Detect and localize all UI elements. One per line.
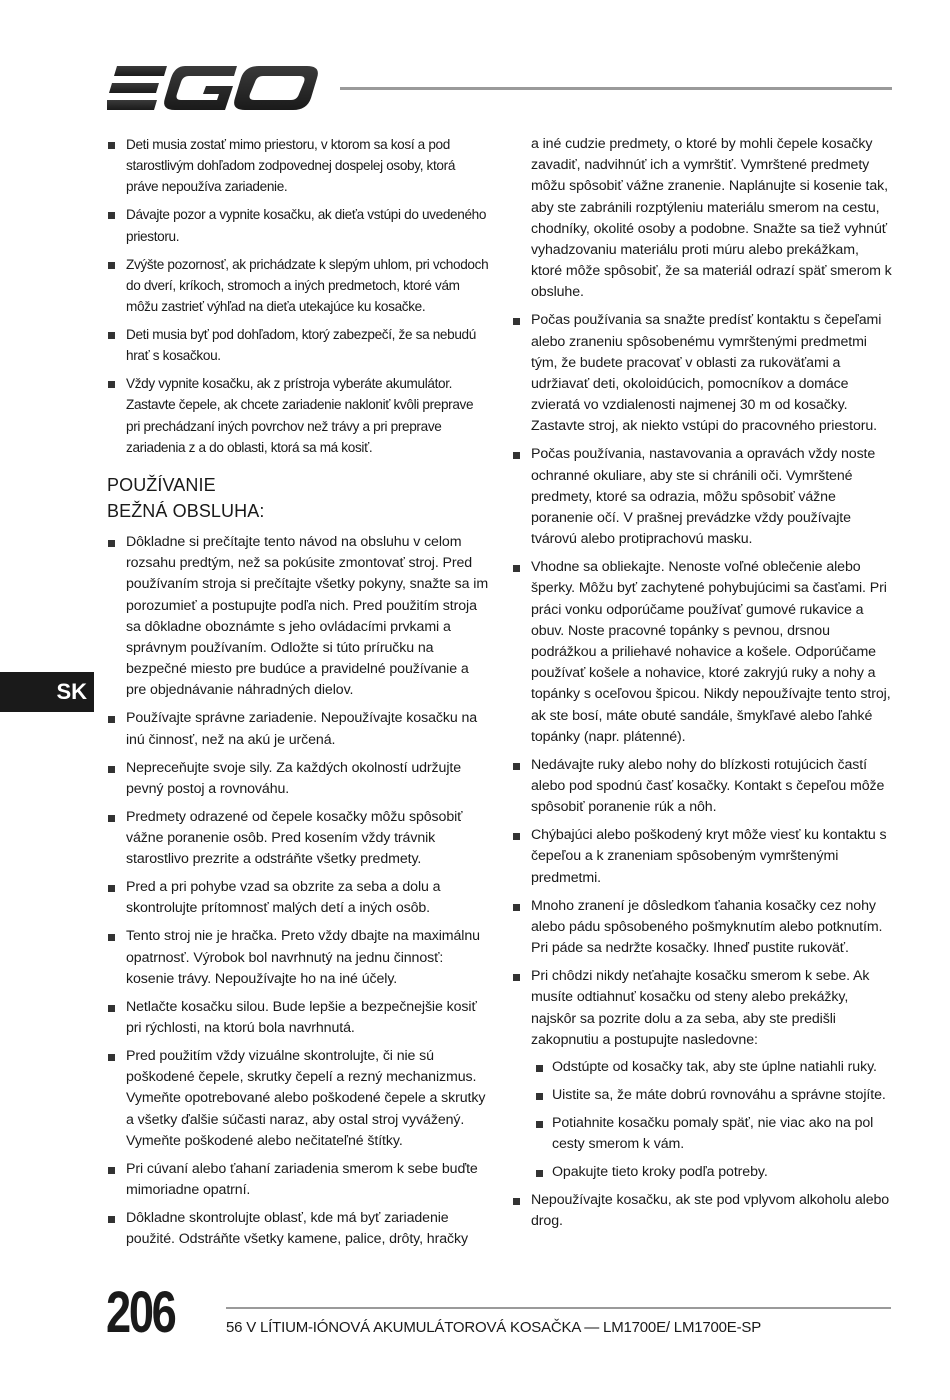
list-item: [512, 966, 892, 1183]
operation-list: [107, 532, 490, 1250]
continued-paragraph: a iné cudzie predmety, o ktoré by mohli čepele kosačky zavadiť, nadvihnúť ich a vymrštiť. Vymrštené predmety môžu spôsobiť vážne zranenie. Naplánujte si kosenie tak, aby ste zabránili rozptýleniu materiálu smerom na cestu, chodníky, okolité osoby a podobne. Snažte sa tiež vyhnúť vyhadzovaniu materiálu proti múru alebo prekážkam, ktoré môže spôsobiť, že sa materiál odrazí späť smerom k obsluhe.: [531, 136, 892, 301]
sub-list-item: Opakujte tieto kroky podľa potreby.: [531, 1162, 892, 1183]
footer-rule: [226, 1307, 891, 1309]
sub-list-item: Potiahnite kosačku pomaly späť, nie viac ako na pol cesty smerom k vám.: [531, 1113, 892, 1155]
list-item: Nepreceňujte svoje sily. Za každých okolností udržujte pevný postoj a rovnováhu.: [107, 758, 490, 800]
list-item: Netlačte kosačku silou. Bude lepšie a bezpečnejšie kosiť pri rýchlosti, na ktorú bola navrhnutá.: [107, 997, 490, 1039]
ego-logo: [107, 64, 319, 112]
list-item: Vždy vypnite kosačku, ak z prístroja vyberáte akumulátor. Zastavte čepele, ak chcete zariadenie nakloniť kvôli preprave pri prechádzaní iných povrchov než trávy a pri preprave zariadenia z a do oblasti, ktorá sa má kosiť.: [107, 373, 490, 458]
list-item: Deti musia byť pod dohľadom, ktorý zabezpečí, že sa nebudú hrať s kosačkou.: [107, 324, 490, 366]
operation-list-continued: [512, 134, 892, 1233]
list-item: Dôkladne skontrolujte oblasť, kde má byť zariadenie použité. Odstráňte všetky kamene, palice, drôty, hračky: [107, 1208, 490, 1250]
sub-list-item: Uistite sa, že máte dobrú rovnováhu a správne stojíte.: [531, 1085, 892, 1106]
right-column: [512, 134, 892, 1239]
list-item: Dávajte pozor a vypnite kosačku, ak dieťa vstúpi do uvedeného priestoru.: [107, 204, 490, 246]
list-item: Predmety odrazené od čepele kosačky môžu spôsobiť vážne poranenie osôb. Pred kosením vždy trávnik starostlivo prezrite a odstráňte všetky predmety.: [107, 807, 490, 871]
child-safety-list: [107, 134, 490, 458]
list-item: Počas používania sa snažte predísť kontaktu s čepeľami alebo zraneniu spôsobenému vymrštenými predmetmi tým, že budete pracovať v oblasti za rukoväťami a udržiavať deti, okoloidúcich, pomocníkov a domáce zvieratá vo vzdialenosti najmenej 30 m od kosačky. Zastavte stroj, ak niekto vstúpi do pracovného priestoru.: [512, 310, 892, 437]
left-column: [107, 134, 490, 1257]
list-item: Chýbajúci alebo poškodený kryt môže viesť ku kontaktu s čepeľou a k zraneniam spôsobeným vymrštenými predmetmi.: [512, 825, 892, 889]
list-item: Mnoho zranení je dôsledkom ťahania kosačky cez nohy alebo pádu spôsobeného pošmyknutím alebo potknutím. Pri páde sa nedržte kosačky. Ihneď pustite rukoväť.: [512, 896, 892, 960]
list-item: Vhodne sa obliekajte. Nenoste voľné oblečenie alebo šperky. Môžu byť zachytené pohybujúcimi sa časťami. Pri práci vonku odporúčame používať gumové rukavice a obuv. Noste pracovné topánky s pevnou, drsnou podrážkou a priliehavé nohavice a košele. Odporúčame používať košele a nohavice, ktoré zakryjú ruky a nohy a topánky s oceľovou špicou. Nikdy nepoužívajte tento stroj, ak ste bosí, máte obuté sandále, šmykľavé alebo ľahké topánky (napr. plátenné).: [512, 557, 892, 748]
sub-step-list: [531, 1057, 892, 1183]
list-item: Deti musia zostať mimo priestoru, v ktorom sa kosí a pod starostlivým dohľadom zodpovednej dospelej osoby, ktorá práve nepoužíva zariadenie.: [107, 134, 490, 198]
sub-list-item: Odstúpte od kosačky tak, aby ste úplne natiahli ruky.: [531, 1057, 892, 1078]
list-item: Zvýšte pozornosť, ak prichádzate k slepým uhlom, pri vchodoch do dverí, kríkoch, stromoch a iných predmetoch, ktoré vám môžu zastrieť výhľad na dieťa utekajúce ku kosačke.: [107, 254, 490, 318]
list-item: Používajte správne zariadenie. Nepoužívajte kosačku na inú činnosť, než na akú je určená.: [107, 708, 490, 750]
page-number: 206: [106, 1280, 175, 1345]
list-item: Nepoužívajte kosačku, ak ste pod vplyvom alkoholu alebo drog.: [512, 1190, 892, 1232]
subsection-heading: BEŽNÁ OBSLUHA:: [107, 501, 265, 522]
list-item: Pri cúvaní alebo ťahaní zariadenia smerom k sebe buďte mimoriadne opatrní.: [107, 1159, 490, 1201]
list-item: Počas používania, nastavovania a opravách vždy noste ochranné okuliare, aby ste si chránili oči. Vymrštené predmety, ktoré sa odrazia, môžu spôsobiť vážne poranenie očí. V prašnej prevádzke vždy používajte tvárovú alebo protiprachovú masku.: [512, 444, 892, 550]
header-rule: [340, 87, 892, 90]
language-tab: SK: [0, 672, 94, 712]
walking-instruction: Pri chôdzi nikdy neťahajte kosačku smerom k sebe. Ak musíte odtiahnuť kosačku od steny alebo prekážky, najskôr sa pozrite dolu a za seba, aby ste predišli zakopnutiu a postupujte nasledovne:: [531, 968, 870, 1048]
section-heading: POUŽÍVANIE: [107, 475, 216, 496]
list-item: Pred použitím vždy vizuálne skontrolujte, či nie sú poškodené čepele, skrutky čepelí a rezný mechanizmus. Vymeňte opotrebované alebo poškodené čepele a skrutky a všetky ďalšie súčasti naraz, aby ostal stroj vyvážený. Vymeňte poškodené alebo nečitateľné štítky.: [107, 1046, 490, 1152]
list-item: Pred a pri pohybe vzad sa obzrite za seba a dolu a skontrolujte prítomnosť malých detí a iných osôb.: [107, 877, 490, 919]
list-item: Dôkladne si prečítajte tento návod na obsluhu v celom rozsahu predtým, než sa pokúsite zmontovať stroj. Pred používaním stroja si prečítajte všetky pokyny, snažte sa im porozumieť a postupujte podľa nich. Pred použitím stroja sa dôkladne oboznámte s jeho ovládacími prvkami a správnym používaním. Odložte si túto príručku na bezpečné miesto pre budúce a pravidelné používanie a pre objednávanie náhradných dielov.: [107, 532, 490, 702]
list-item: Tento stroj nie je hračka. Preto vždy dbajte na maximálnu opatrnosť. Výrobok bol navrhnutý na jednu činnosť: kosenie trávy. Nepoužívajte ho na iné účely.: [107, 926, 490, 990]
footer-title: 56 V LÍTIUM-IÓNOVÁ AKUMULÁTOROVÁ KOSAČKA — LM1700E/ LM1700E-SP: [226, 1319, 762, 1336]
list-item: Nedávajte ruky alebo nohy do blízkosti rotujúcich častí alebo pod spodnú časť kosačky. Kontakt s čepeľou môže spôsobiť poranenie rúk a nôh.: [512, 755, 892, 819]
